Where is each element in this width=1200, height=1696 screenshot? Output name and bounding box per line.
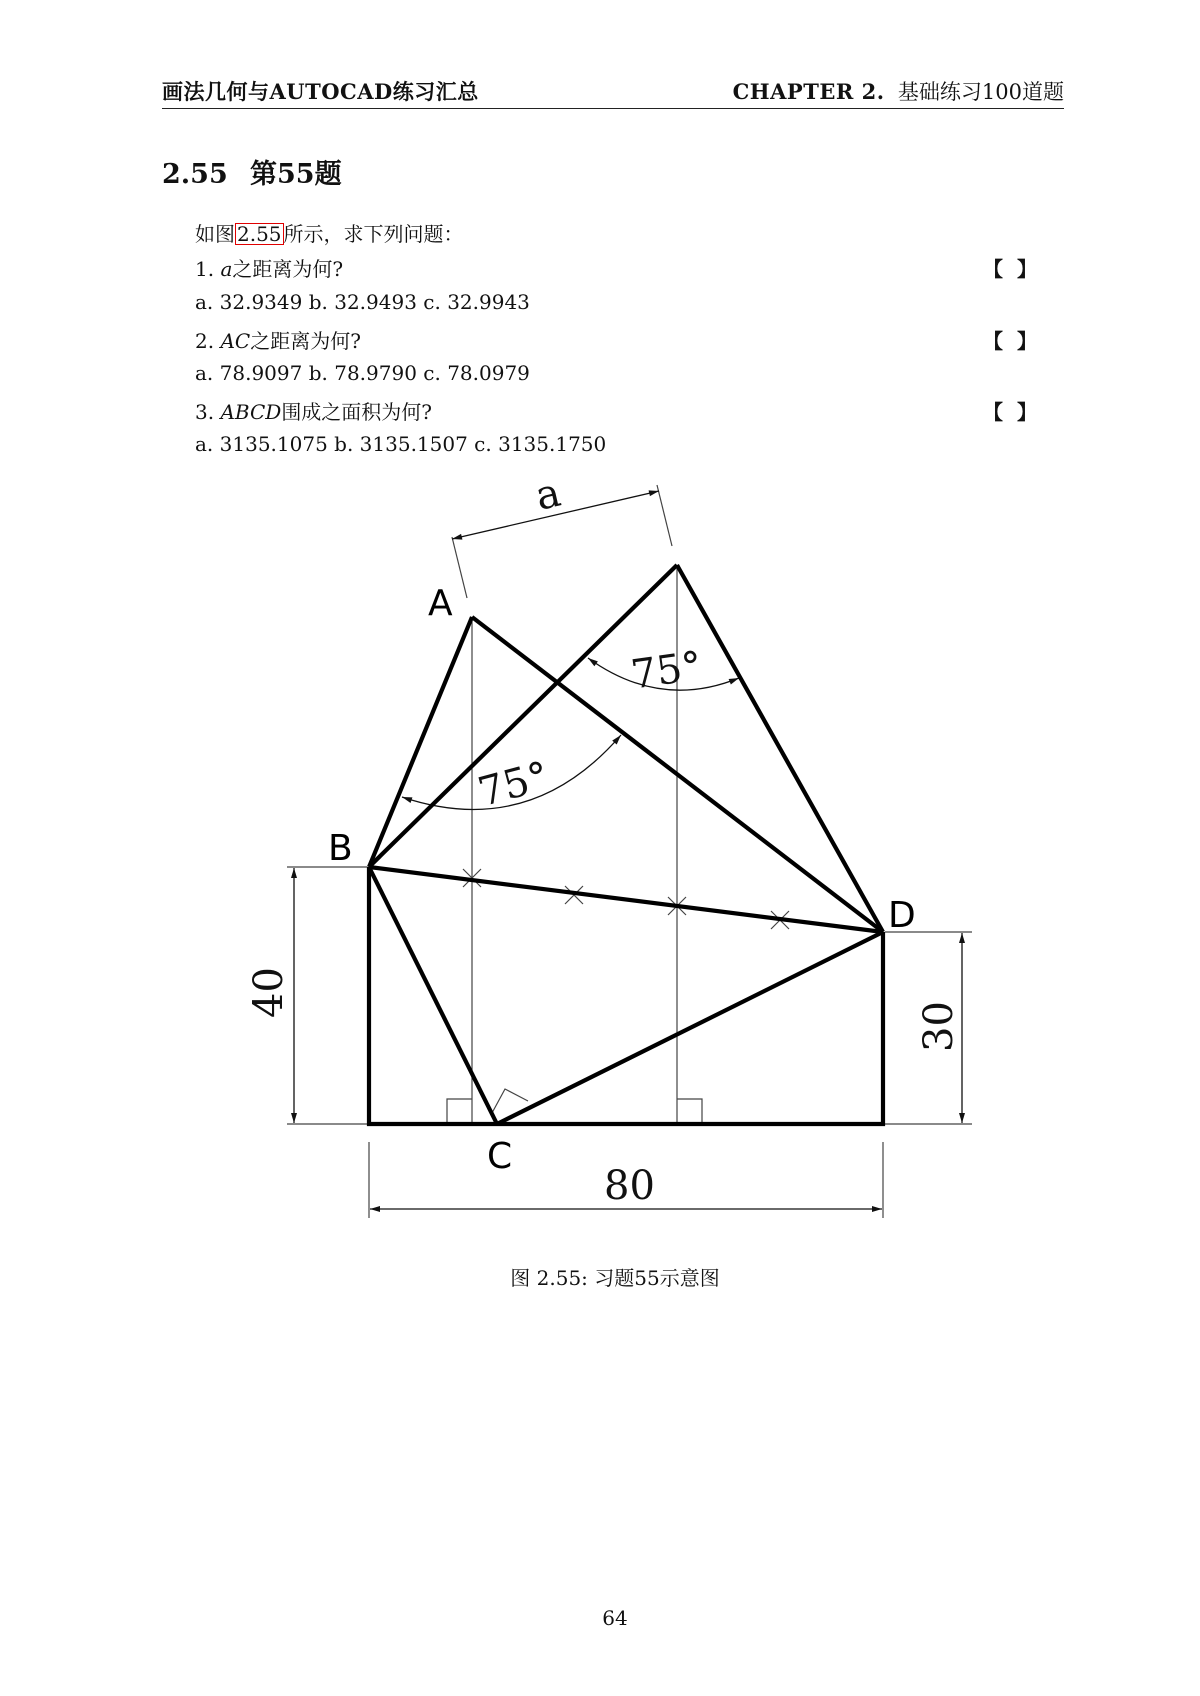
page-number: 64 (602, 1606, 628, 1630)
question-text: 围成之面积为何? (281, 400, 433, 424)
right-angle-mark-a (447, 1099, 472, 1124)
segment-AB (369, 617, 472, 867)
segment-ED (677, 565, 883, 932)
intro-prefix: 如图 (195, 222, 235, 246)
question-number: 1. (195, 257, 215, 281)
section-name: 第55题 (250, 159, 342, 190)
segment-BD (369, 867, 883, 932)
right-angle-mark-b (677, 1099, 702, 1124)
section-number: 2.55 (162, 159, 228, 190)
header-chapter-title: 基础练习100道题 (897, 80, 1064, 104)
extension-line-right (657, 485, 672, 546)
segment-BC (369, 867, 497, 1124)
question-text: 之距离为何? (250, 329, 361, 353)
options-3: a. 3135.1075 b. 3135.1507 c. 3135.1750 (195, 432, 607, 456)
segment-BE (369, 565, 677, 867)
outline-pentagon (369, 867, 883, 1124)
dim-a-text: a (531, 469, 565, 520)
question-variable: AC (220, 329, 251, 353)
dim-80-text: 80 (604, 1163, 655, 1209)
label-C: C (487, 1136, 513, 1177)
dim-angle-lower-text: 75° (473, 753, 554, 816)
question-text: 之距离为何? (232, 257, 344, 281)
extension-line-left (452, 537, 467, 598)
figure-ref-link[interactable]: 2.55 (237, 222, 282, 246)
answer-bracket[interactable]: 【】 (983, 400, 1051, 424)
question-number: 2. (195, 329, 215, 353)
answer-bracket[interactable]: 【】 (983, 329, 1051, 353)
figure-caption: 图 2.55: 习题55示意图 (510, 1266, 720, 1290)
intro-suffix: 所示，求下列问题： (283, 222, 464, 246)
label-D: D (888, 895, 916, 936)
question-variable: a (220, 257, 233, 281)
dim-30-text: 30 (916, 1001, 962, 1052)
dim-angle-upper-text: 75° (628, 643, 705, 699)
options-2: a. 78.9097 b. 78.9790 c. 78.0979 (195, 361, 530, 385)
segment-CD (497, 932, 883, 1124)
options-1: a. 32.9349 b. 32.9493 c. 32.9943 (195, 290, 530, 314)
header-book-title: 画法几何与AUTOCAD练习汇总 (162, 79, 479, 104)
header-chapter-number: CHAPTER 2. (732, 79, 885, 104)
question-variable: ABCD (220, 400, 282, 424)
dim-40-text: 40 (246, 967, 292, 1018)
answer-bracket[interactable]: 【】 (983, 257, 1051, 281)
label-B: B (328, 828, 353, 869)
question-number: 3. (195, 400, 215, 424)
label-A: A (428, 583, 453, 624)
